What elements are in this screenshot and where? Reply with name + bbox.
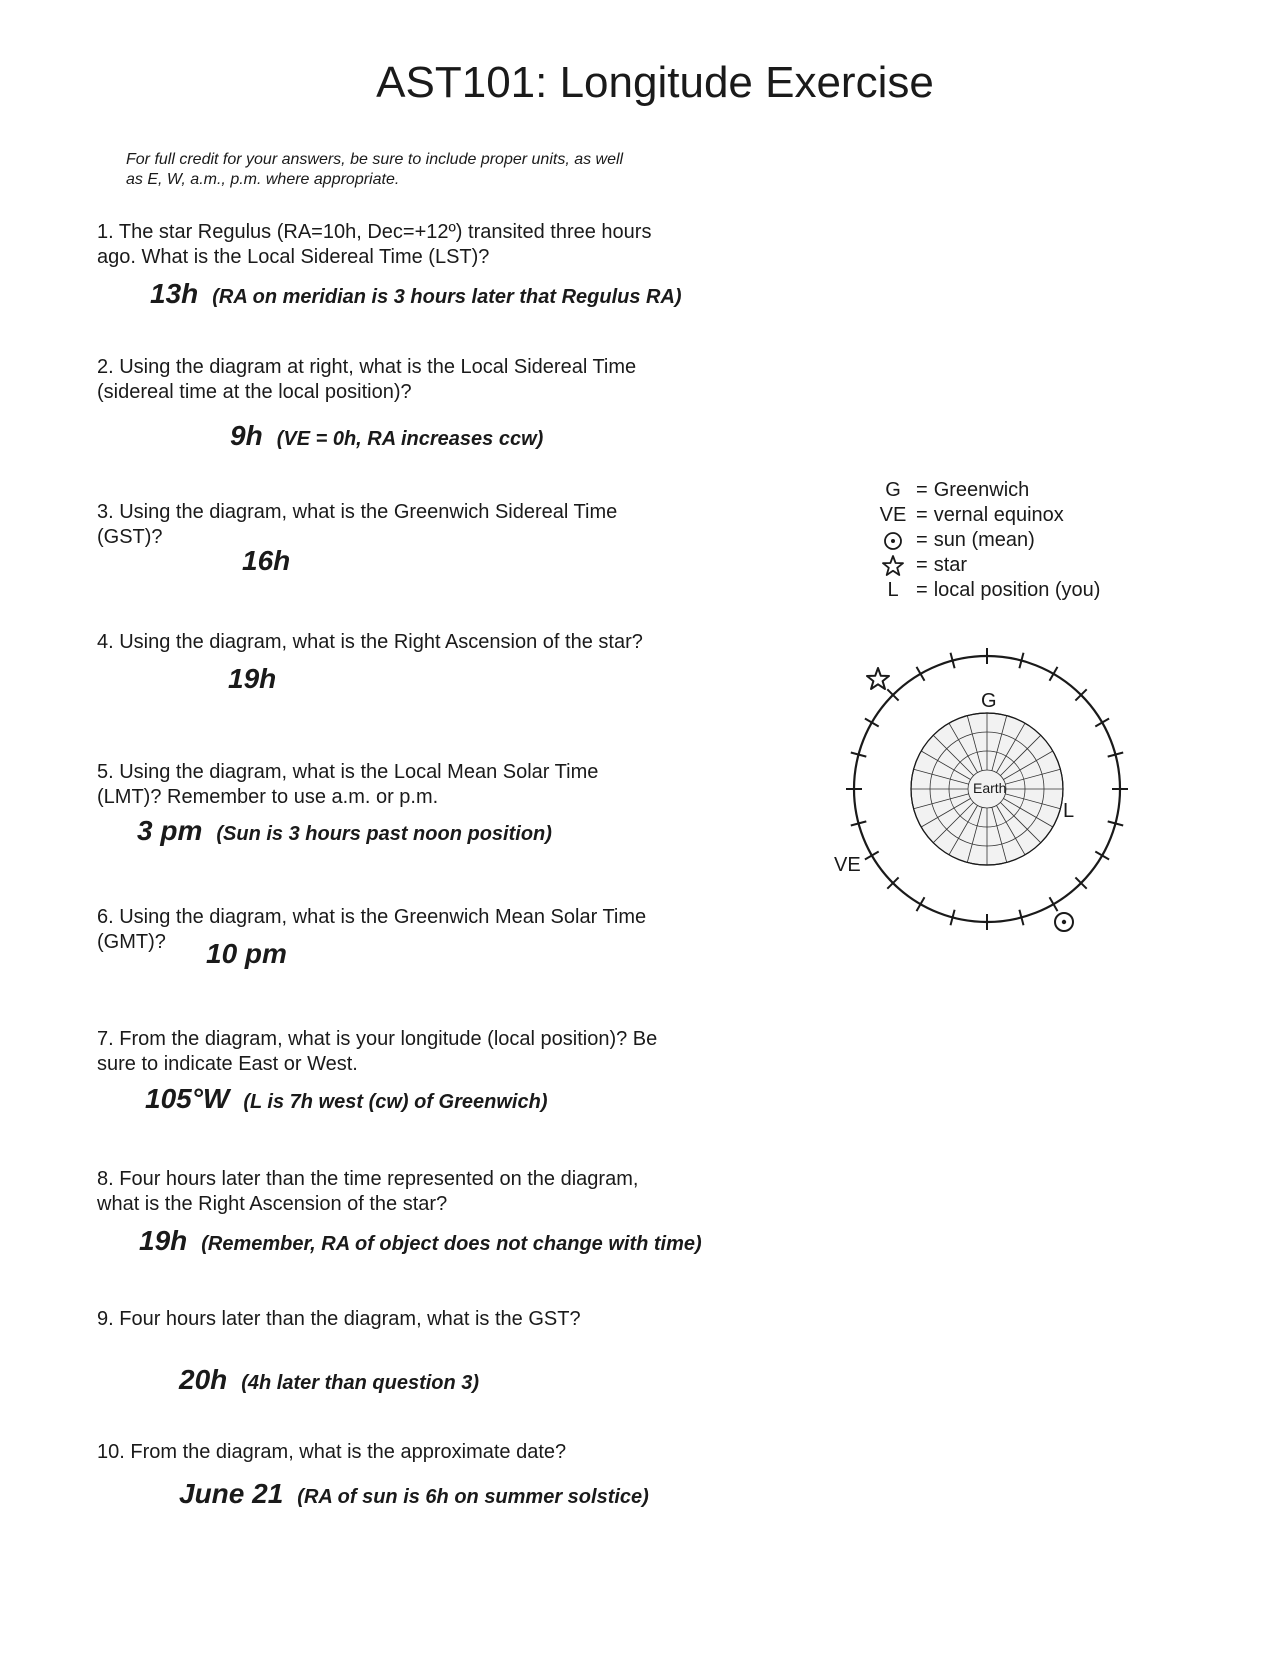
answer-note: (4h later than question 3) — [241, 1372, 480, 1394]
page-title: AST101: Longitude Exercise — [376, 58, 934, 107]
question-text: (LMT)? Remember to use a.m. or p.m. — [97, 786, 439, 808]
question-text: 5. Using the diagram, what is the Local Mean Solar Time — [97, 761, 599, 783]
legend-row-vernal-equinox — [870, 503, 1170, 528]
legend-row-local-position — [870, 578, 1170, 603]
celestial-sphere-diagram — [820, 640, 1140, 940]
answer-4 — [228, 663, 290, 695]
sun-icon — [1055, 913, 1073, 931]
answer-value: 10 pm — [206, 938, 287, 969]
earth-label: Earth — [973, 780, 1007, 796]
legend-text: sun (mean) — [933, 529, 1035, 551]
answer-6 — [206, 938, 301, 970]
instructions-line: as E, W, a.m., p.m. where appropriate. — [126, 171, 400, 188]
answer-note: (VE = 0h, RA increases ccw) — [276, 428, 544, 450]
question-10 — [97, 1440, 717, 1465]
question-text: 4. Using the diagram, what is the Right Ascension of the star? — [97, 631, 643, 653]
question-text: (GST)? — [97, 526, 163, 548]
legend-symbol: VE — [879, 504, 907, 526]
legend-symbol: G — [885, 479, 901, 501]
question-8 — [97, 1167, 717, 1217]
answer-7 — [145, 1083, 547, 1115]
instructions-line: For full credit for your answers, be sure to include proper units, as well — [126, 151, 624, 168]
answer-note: (L is 7h west (cw) of Greenwich) — [243, 1091, 548, 1113]
answer-value: 16h — [242, 545, 291, 576]
legend-equals: = — [916, 554, 928, 576]
answer-note: (Remember, RA of object does not change with time) — [201, 1233, 702, 1255]
answer-5 — [137, 815, 552, 847]
question-text: 9. Four hours later than the diagram, what is the GST? — [97, 1308, 581, 1330]
star-icon — [870, 554, 916, 578]
answer-value: 19h — [228, 663, 277, 694]
question-5 — [97, 760, 717, 810]
question-text: what is the Right Ascension of the star? — [97, 1193, 448, 1215]
legend-text: local position (you) — [933, 579, 1101, 601]
answer-3 — [242, 545, 304, 577]
answer-value: 105°W — [145, 1083, 230, 1114]
legend-text: star — [933, 554, 968, 576]
legend-text: vernal equinox — [933, 504, 1064, 526]
question-9 — [97, 1307, 717, 1332]
legend-text: Greenwich — [933, 479, 1030, 501]
question-text: sure to indicate East or West. — [97, 1053, 358, 1075]
legend-equals: = — [916, 504, 928, 526]
answer-note: (RA of sun is 6h on summer solstice) — [297, 1486, 649, 1508]
answer-value: 19h — [139, 1225, 188, 1256]
question-text: (GMT)? — [97, 931, 166, 953]
question-text: 7. From the diagram, what is your longitude (local position)? Be — [97, 1028, 658, 1050]
legend-equals: = — [916, 479, 928, 501]
local-position-label: L — [1063, 800, 1075, 822]
sun-icon — [870, 531, 916, 551]
legend-symbol: L — [887, 579, 899, 601]
question-text: 10. From the diagram, what is the approximate date? — [97, 1441, 567, 1463]
answer-value: 9h — [230, 420, 263, 451]
answer-value: June 21 — [179, 1478, 284, 1509]
answer-1 — [150, 278, 682, 310]
vernal-equinox-label: VE — [834, 854, 861, 876]
legend-equals: = — [916, 529, 928, 551]
star-icon — [867, 668, 889, 689]
answer-note: (RA on meridian is 3 hours later that Regulus RA) — [212, 286, 682, 308]
question-text: (sidereal time at the local position)? — [97, 381, 412, 403]
answer-9 — [179, 1364, 479, 1396]
question-4 — [97, 630, 717, 655]
legend-row-sun — [870, 528, 1170, 553]
question-text: 2. Using the diagram at right, what is the Local Sidereal Time — [97, 356, 637, 378]
answer-note: (Sun is 3 hours past noon position) — [216, 823, 552, 845]
instructions — [126, 150, 686, 190]
legend-row-star — [870, 553, 1170, 578]
question-2 — [97, 355, 717, 405]
question-text: 8. Four hours later than the time represented on the diagram, — [97, 1168, 639, 1190]
answer-value: 20h — [179, 1364, 228, 1395]
question-text: ago. What is the Local Sidereal Time (LST)? — [97, 246, 490, 268]
question-text: 6. Using the diagram, what is the Greenwich Mean Solar Time — [97, 906, 647, 928]
question-text: 3. Using the diagram, what is the Greenwich Sidereal Time — [97, 501, 618, 523]
answer-2 — [230, 420, 543, 452]
answer-value: 3 pm — [137, 815, 203, 846]
legend-equals: = — [916, 579, 928, 601]
answer-8 — [139, 1225, 702, 1257]
question-1 — [97, 220, 717, 270]
greenwich-label: G — [981, 690, 997, 712]
question-3 — [97, 500, 717, 550]
diagram-legend — [870, 478, 1170, 603]
answer-10 — [179, 1478, 649, 1510]
legend-row-greenwich — [870, 478, 1170, 503]
question-6 — [97, 905, 717, 955]
answer-value: 13h — [150, 278, 199, 309]
question-text: 1. The star Regulus (RA=10h, Dec=+12º) transited three hours — [97, 221, 652, 243]
question-7 — [97, 1027, 717, 1077]
